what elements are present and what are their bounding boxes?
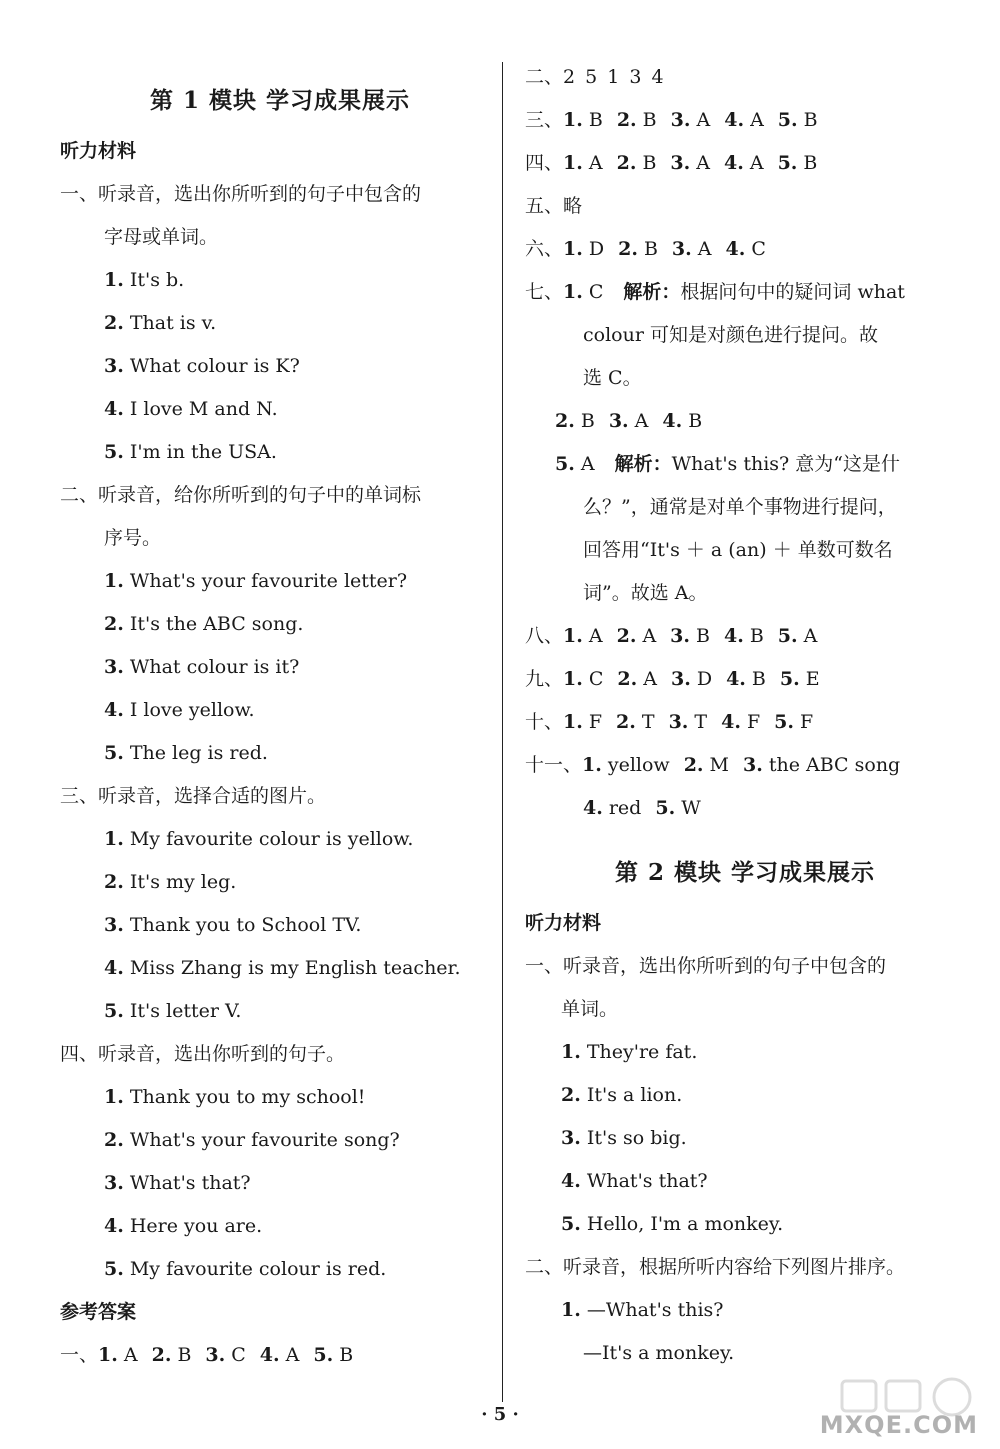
answer-row-5: 五、略	[525, 195, 583, 217]
list-item: 4. I love M and N.	[104, 398, 278, 420]
question-2-line-1: 二、听录音，给你所听到的句子中的单词标	[60, 484, 422, 506]
list-item: 5. The leg is red.	[104, 742, 268, 764]
answer-row-2: 二、2 5 1 3 4	[525, 66, 666, 88]
question-2-line-2: 序号。	[104, 527, 162, 549]
list-item: 2. What's your favourite song?	[104, 1129, 400, 1151]
answer-row-1: 一、1. A 2. B 3. C 4. A 5. B	[60, 1344, 354, 1366]
module-1-title: 第 1 模块 学习成果展示	[149, 87, 411, 114]
list-item: 4. What's that?	[561, 1170, 708, 1192]
list-item: 2. It's the ABC song.	[104, 613, 304, 635]
answer-7-explain-3: 选 C。	[583, 367, 642, 389]
question-3-line-1: 三、听录音，选择合适的图片。	[60, 785, 327, 807]
list-item: 1. My favourite colour is yellow.	[104, 828, 414, 850]
list-item: 3. What's that?	[104, 1172, 251, 1194]
m2-question-1-line-1: 一、听录音，选出你所听到的句子中包含的	[525, 955, 887, 977]
answer-row-8: 八、1. A 2. A 3. B 4. B 5. A	[525, 625, 818, 647]
list-item: 4. Here you are.	[104, 1215, 263, 1237]
list-item: 2. That is v.	[104, 312, 217, 334]
list-item: 5. My favourite colour is red.	[104, 1258, 387, 1280]
list-item: 3. It's so big.	[561, 1127, 687, 1149]
list-item: 3. What colour is it?	[104, 656, 300, 678]
m2-question-1-line-2: 单词。	[561, 998, 619, 1020]
list-item: 2. It's my leg.	[104, 871, 237, 893]
answer-7-5-explain-3: 回答用“It's ＋ a (an) ＋ 单数可数名	[583, 539, 893, 561]
watermark-text: MXQE.COM	[819, 1411, 978, 1439]
answer-heading: 参考答案	[60, 1301, 137, 1323]
answer-row-6: 六、1. D 2. B 3. A 4. C	[525, 238, 766, 260]
list-item: 4. I love yellow.	[104, 699, 255, 721]
answer-row-7b: 2. B 3. A 4. B	[555, 410, 703, 432]
list-item: 5. Hello, I'm a monkey.	[561, 1213, 784, 1235]
left-column	[60, 72, 500, 1377]
list-item: 1. Thank you to my school!	[104, 1086, 366, 1108]
answer-row-3: 三、1. B 2. B 3. A 4. A 5. B	[525, 109, 818, 131]
list-item: 1. What's your favourite letter?	[104, 570, 408, 592]
list-item: 1. —What's this?	[561, 1299, 724, 1321]
list-item: 4. Miss Zhang is my English teacher.	[104, 957, 461, 979]
listening-heading-2: 听力材料	[525, 912, 602, 934]
list-item: 5. It's letter V.	[104, 1000, 242, 1022]
answer-7-explain-2: colour 可知是对颜色进行提问。故	[583, 324, 878, 346]
answer-7-5-explain-2: 么？”，通常是对单个事物进行提问，	[583, 496, 897, 518]
list-item: 5. I'm in the USA.	[104, 441, 277, 463]
listening-heading: 听力材料	[60, 140, 137, 162]
answer-row-11b: 4. red 5. W	[583, 797, 701, 819]
list-item: 3. What colour is K?	[104, 355, 300, 377]
question-4-line-1: 四、听录音，选出你听到的句子。	[60, 1043, 346, 1065]
m2-question-2-line-1: 二、听录音，根据所听内容给下列图片排序。	[525, 1256, 906, 1278]
answer-row-4: 四、1. A 2. B 3. A 4. A 5. B	[525, 152, 818, 174]
answer-row-7: 七、1. C 解析：根据问句中的疑问词 what	[525, 281, 905, 303]
question-1-line-1: 一、听录音，选出你所听到的句子中包含的	[60, 183, 422, 205]
answer-row-9: 九、1. C 2. A 3. D 4. B 5. E	[525, 668, 820, 690]
list-item: 1. It's b.	[104, 269, 185, 291]
question-1-line-2: 字母或单词。	[104, 226, 219, 248]
right-column	[525, 56, 965, 1375]
list-item: 3. Thank you to School TV.	[104, 914, 362, 936]
module-2-title: 第 2 模块 学习成果展示	[614, 859, 876, 886]
list-item: 2. It's a lion.	[561, 1084, 683, 1106]
answer-row-10: 十、1. F 2. T 3. T 4. F 5. F	[525, 711, 814, 733]
list-item: —It's a monkey.	[583, 1342, 735, 1364]
column-divider	[502, 62, 503, 1402]
answer-7-5: 5. A 解析：What's this? 意为“这是什	[555, 453, 900, 475]
answer-row-11: 十一、1. yellow 2. M 3. the ABC song	[525, 754, 901, 776]
answer-7-5-explain-4: 词”。故选 A。	[583, 582, 708, 604]
list-item: 1. They're fat.	[561, 1041, 698, 1063]
page-number: · 5 ·	[481, 1404, 519, 1425]
